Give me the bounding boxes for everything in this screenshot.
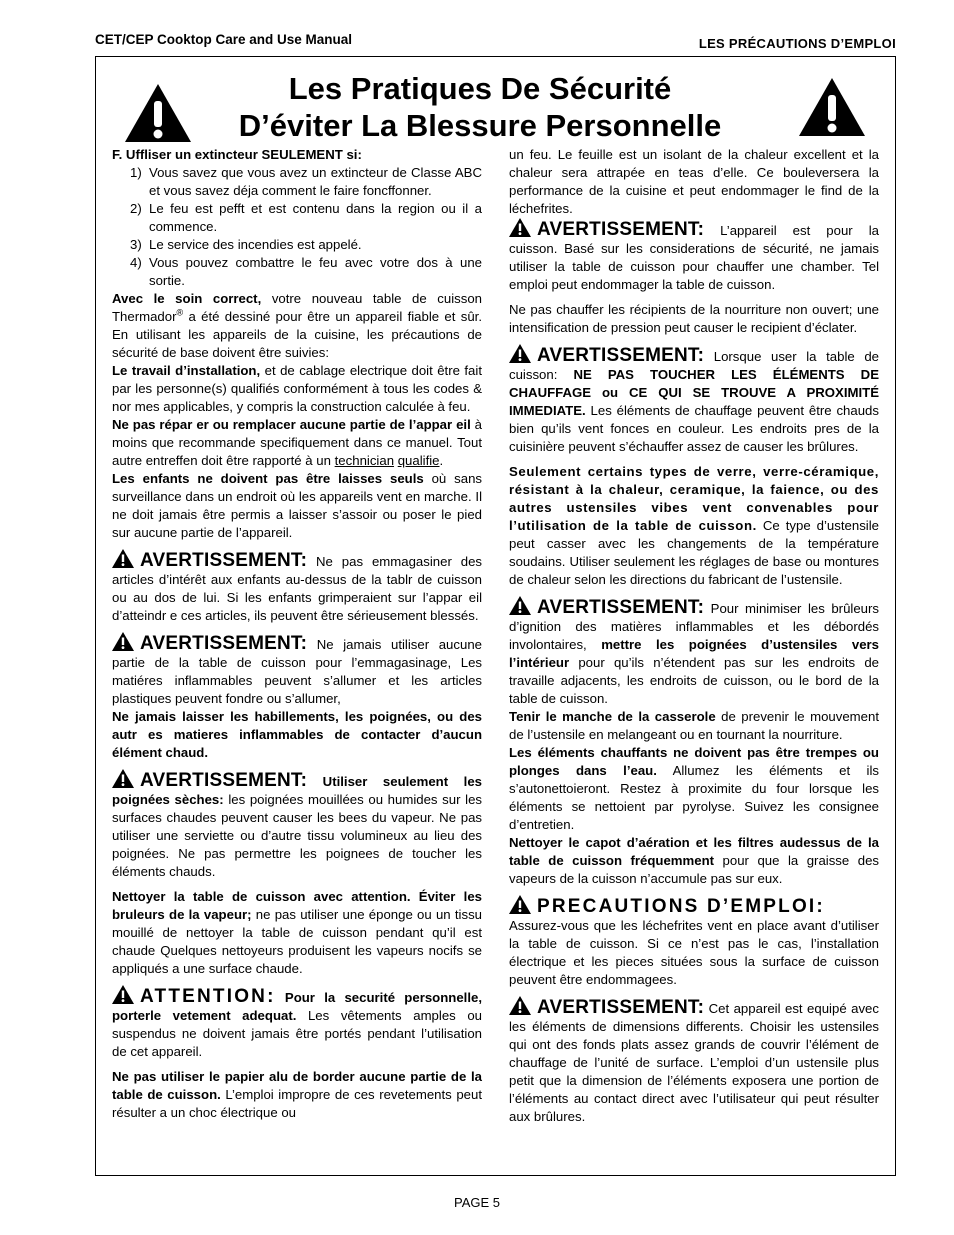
warning-element-size: AVERTISSEMENT: Cet appareil est equipé avec les éléments de dimensions differents. Choisir les ustensiles qui ont des fonds plats assez grands de couvrir l’élément de chauffage de l’unité de surface. L’emploi d’un ustensile plus petit que la dimension de l’éléments exposera une portion de l’éléments au contact direct avec l’utilisateur qui peut résulter aux brûlures. — [509, 997, 879, 1124]
repair-paragraph: Ne pas répar er ou remplacer aucune partie de l’appar eil à moins que recommande specifiquement dans ce manuel. Tout autre entreffen doit être rapporté à un technician qualifie. — [112, 417, 482, 468]
warning-icon — [112, 549, 134, 568]
warning-icon — [112, 769, 134, 788]
children-paragraph: Les enfants ne doivent pas être laisses seuls où sans surveillance dans un endroit où les appareils vent en marche. Il ne doit jamais être permis a laisser s’assoir ou poser le pied sur aucune partie de l’appareil. — [112, 471, 483, 540]
cleaning-paragraph: Nettoyer la table de cuisson avec attention. Éviter les bruleurs de la vapeur; ne pas utiliser une éponge ou un tissu mouillé de nettoyer la table de cuisson pendant qu’il est chaude Quelques nettoyeurs produisent les vapeurs nocifs se appliqués a une surface chaude. — [112, 889, 483, 976]
precautions-paragraph: Assurez-vous que les léchefrites vent en place avant d’utiliser la table de cuisson. Si ce n’est pas le cas, l’installation électrique et les pieces situées sous la surface de cuisson peuvent être endommagees. — [509, 918, 879, 987]
clothing-paragraph: Ne jamais laisser les habillements, les poignées, ou des autr es matieres inflammables de contacter d’aucun élément chaud. — [112, 709, 482, 760]
list-item: 3) Le service des incendies est appelé. — [130, 237, 362, 252]
extinguisher-list — [112, 164, 482, 290]
extinguisher-heading: F. Uffliser un extincteur SEULEMENT si: — [112, 147, 362, 162]
title-line-2: D’éviter La Blessure Personnelle — [238, 108, 722, 143]
warning-potholders: AVERTISSEMENT: Utiliser seulement les poignées sèches: les poignées mouillées ou humides sur les surfaces chaudes peuvent causer les bees du vapeur. Ne pas utiliser une serviette ou d’autre tissu volumineux au lieu des poignées. Ne pas permettre les poignees de toucher les éléments chauds. — [112, 770, 483, 879]
warning-icon — [509, 895, 531, 914]
containers-paragraph: Ne pas chauffer les récipients de la nourriture non ouvert; une intensification de pression peut causer le recipient d’éclater. — [509, 302, 879, 335]
warning-storage-children: AVERTISSEMENT: Ne pas emmagasiner des articles d’intérêt aux enfants au-dessus de la tablr de cuisson ou au dos de lui. Si les enfants grimperaient sur l’appar eil d’atteindr e ces articles, ils peuvent être sérieusement blessés. — [112, 550, 482, 623]
warning-elements: AVERTISSEMENT: Lorsque user la table de cuisson: NE PAS TOUCHER LES ÉLÉMENTS DE CHAUFFAGE ou CE QUI SE TROUVE A PROXIMITÉ IMMEDIATE. Les éléments de chauffage peuvent être chauds bien qu’ils vent fonces en couleur. Les endroits pres de la cuisinière peuvent s’échauffer assez de causer les brûlures. — [509, 345, 879, 454]
warning-icon — [509, 996, 531, 1015]
warning-icon — [112, 632, 134, 651]
foil-continued: un feu. Le feuille est un isolant de la chaleur excellent et la chaleur sera attrapée en teas d’elle. Ce bouleversera la performance de la cuisine et peut endommager le find de la léchefrites. — [509, 147, 879, 216]
precautions-heading: PRECAUTIONS D’EMPLOI: — [509, 895, 879, 917]
care-paragraph: Avec le soin correct, votre nouveau table de cuisson Thermador® a été dessiné pour être un appareil fiable et sûr. En utilisant les appareils de la cuisine, les précautions de sécurité de base doivent être suivies: — [112, 291, 483, 360]
warning-icon — [509, 218, 531, 237]
section-title: LES PRÉCAUTIONS D’EMPLOI — [698, 36, 896, 51]
foil-paragraph: Ne pas utiliser le papier alu de border aucune partie de la table de cuisson. L’emploi impropre de ces revetements peut résulter a un choc électrique ou — [112, 1069, 482, 1120]
hood-paragraph: Nettoyer le capot d’aération et les filtres audessus de la table de cuisson fréquemment pour que la graisse des vapeurs de la cuisson n’accumule pas sur eux. — [509, 835, 879, 886]
page-number: PAGE 5 — [453, 1195, 500, 1210]
list-item: 2) Le feu est pefft et est contenu dans la region ou il a commence. — [130, 201, 482, 234]
left-column — [112, 146, 482, 1122]
manual-title: CET/CEP Cooktop Care and Use Manual — [95, 32, 353, 47]
attention-clothing: ATTENTION: Pour la securité personnelle, porterle vetement adequat. Les vêtements amples ou suspendus ne doivent jamais être portés pendant l’utilisation de cet appareil. — [112, 986, 482, 1059]
handle-paragraph: Tenir le manche de la casserole de prevenir le mouvement de l’ustensile en melangeant ou en tournant la nourriture. — [509, 709, 879, 742]
warning-handles: AVERTISSEMENT: Pour minimiser les brûleurs d’ignition des matières inflammables et les débordés involontaires, mettre les poignées d’ustensiles vers l’intérieur pour qu’ils n’étendent pas sur les endroits de travaille adjacents, les endroits de cuisson, ou le bord de la table de cuisson. — [509, 597, 879, 706]
warning-icon — [797, 76, 867, 138]
list-item: 4) Vous pouvez combattre le feu avec votre dos à une sortie. — [130, 255, 482, 288]
cookware-paragraph: Seulement certains types de verre, verre-céramique, résistant à la chaleur, ceramique, la faience, ou des autres ustensiles vibes vent convenables pour l’utilisation de la table de cuisson. Ce type d’ustensile peut casser avec les changements de la température soudains. Utiliser seulement les réglages de base ou montures de chaleur selon les directions du fabricant de l’ustensile. — [509, 464, 879, 587]
installation-paragraph: Le travail d’installation, et de cablage electrique doit être fait par les personne(s) qualifiés conformément à tous les codes & nor mes applicables, y compris la construction calculée à feu. — [112, 363, 482, 414]
warning-icon — [112, 985, 134, 1004]
warning-cooking-only: AVERTISSEMENT: L’appareil est pour la cuisson. Basé sur les considerations de sécurité, ne jamais utiliser la table de cuisson pour chauffer une chamber. Tel emploi peut endommager la table de cuisson. — [509, 219, 879, 292]
right-column — [509, 146, 879, 1126]
warning-icon — [509, 596, 531, 615]
list-item: 1) Vous savez que vous avez un extincteur de Classe ABC et vous savez déja comment le faire foncffonner. — [130, 165, 482, 198]
title-line-1: Les Pratiques De Sécurité — [288, 71, 672, 106]
elements-water-paragraph: Les éléments chauffants ne doivent pas être trempes ou plonges dans l’eau. Allumez les éléments et ils s’autonettoieront. Restez à proximite du four lorsque les éléments se nettoient par pyrolyse. Suivez les consignee d’entretien. — [509, 745, 879, 832]
warning-icon — [509, 344, 531, 363]
warning-storage: AVERTISSEMENT: Ne jamais utiliser aucune partie de la table de cuisson pour l’emmagasinage, Les matiéres inflammables peuvent s’allumer et les articles plastiques peuvent fondre ou s’allumer, — [112, 633, 482, 706]
page-title — [180, 70, 780, 144]
